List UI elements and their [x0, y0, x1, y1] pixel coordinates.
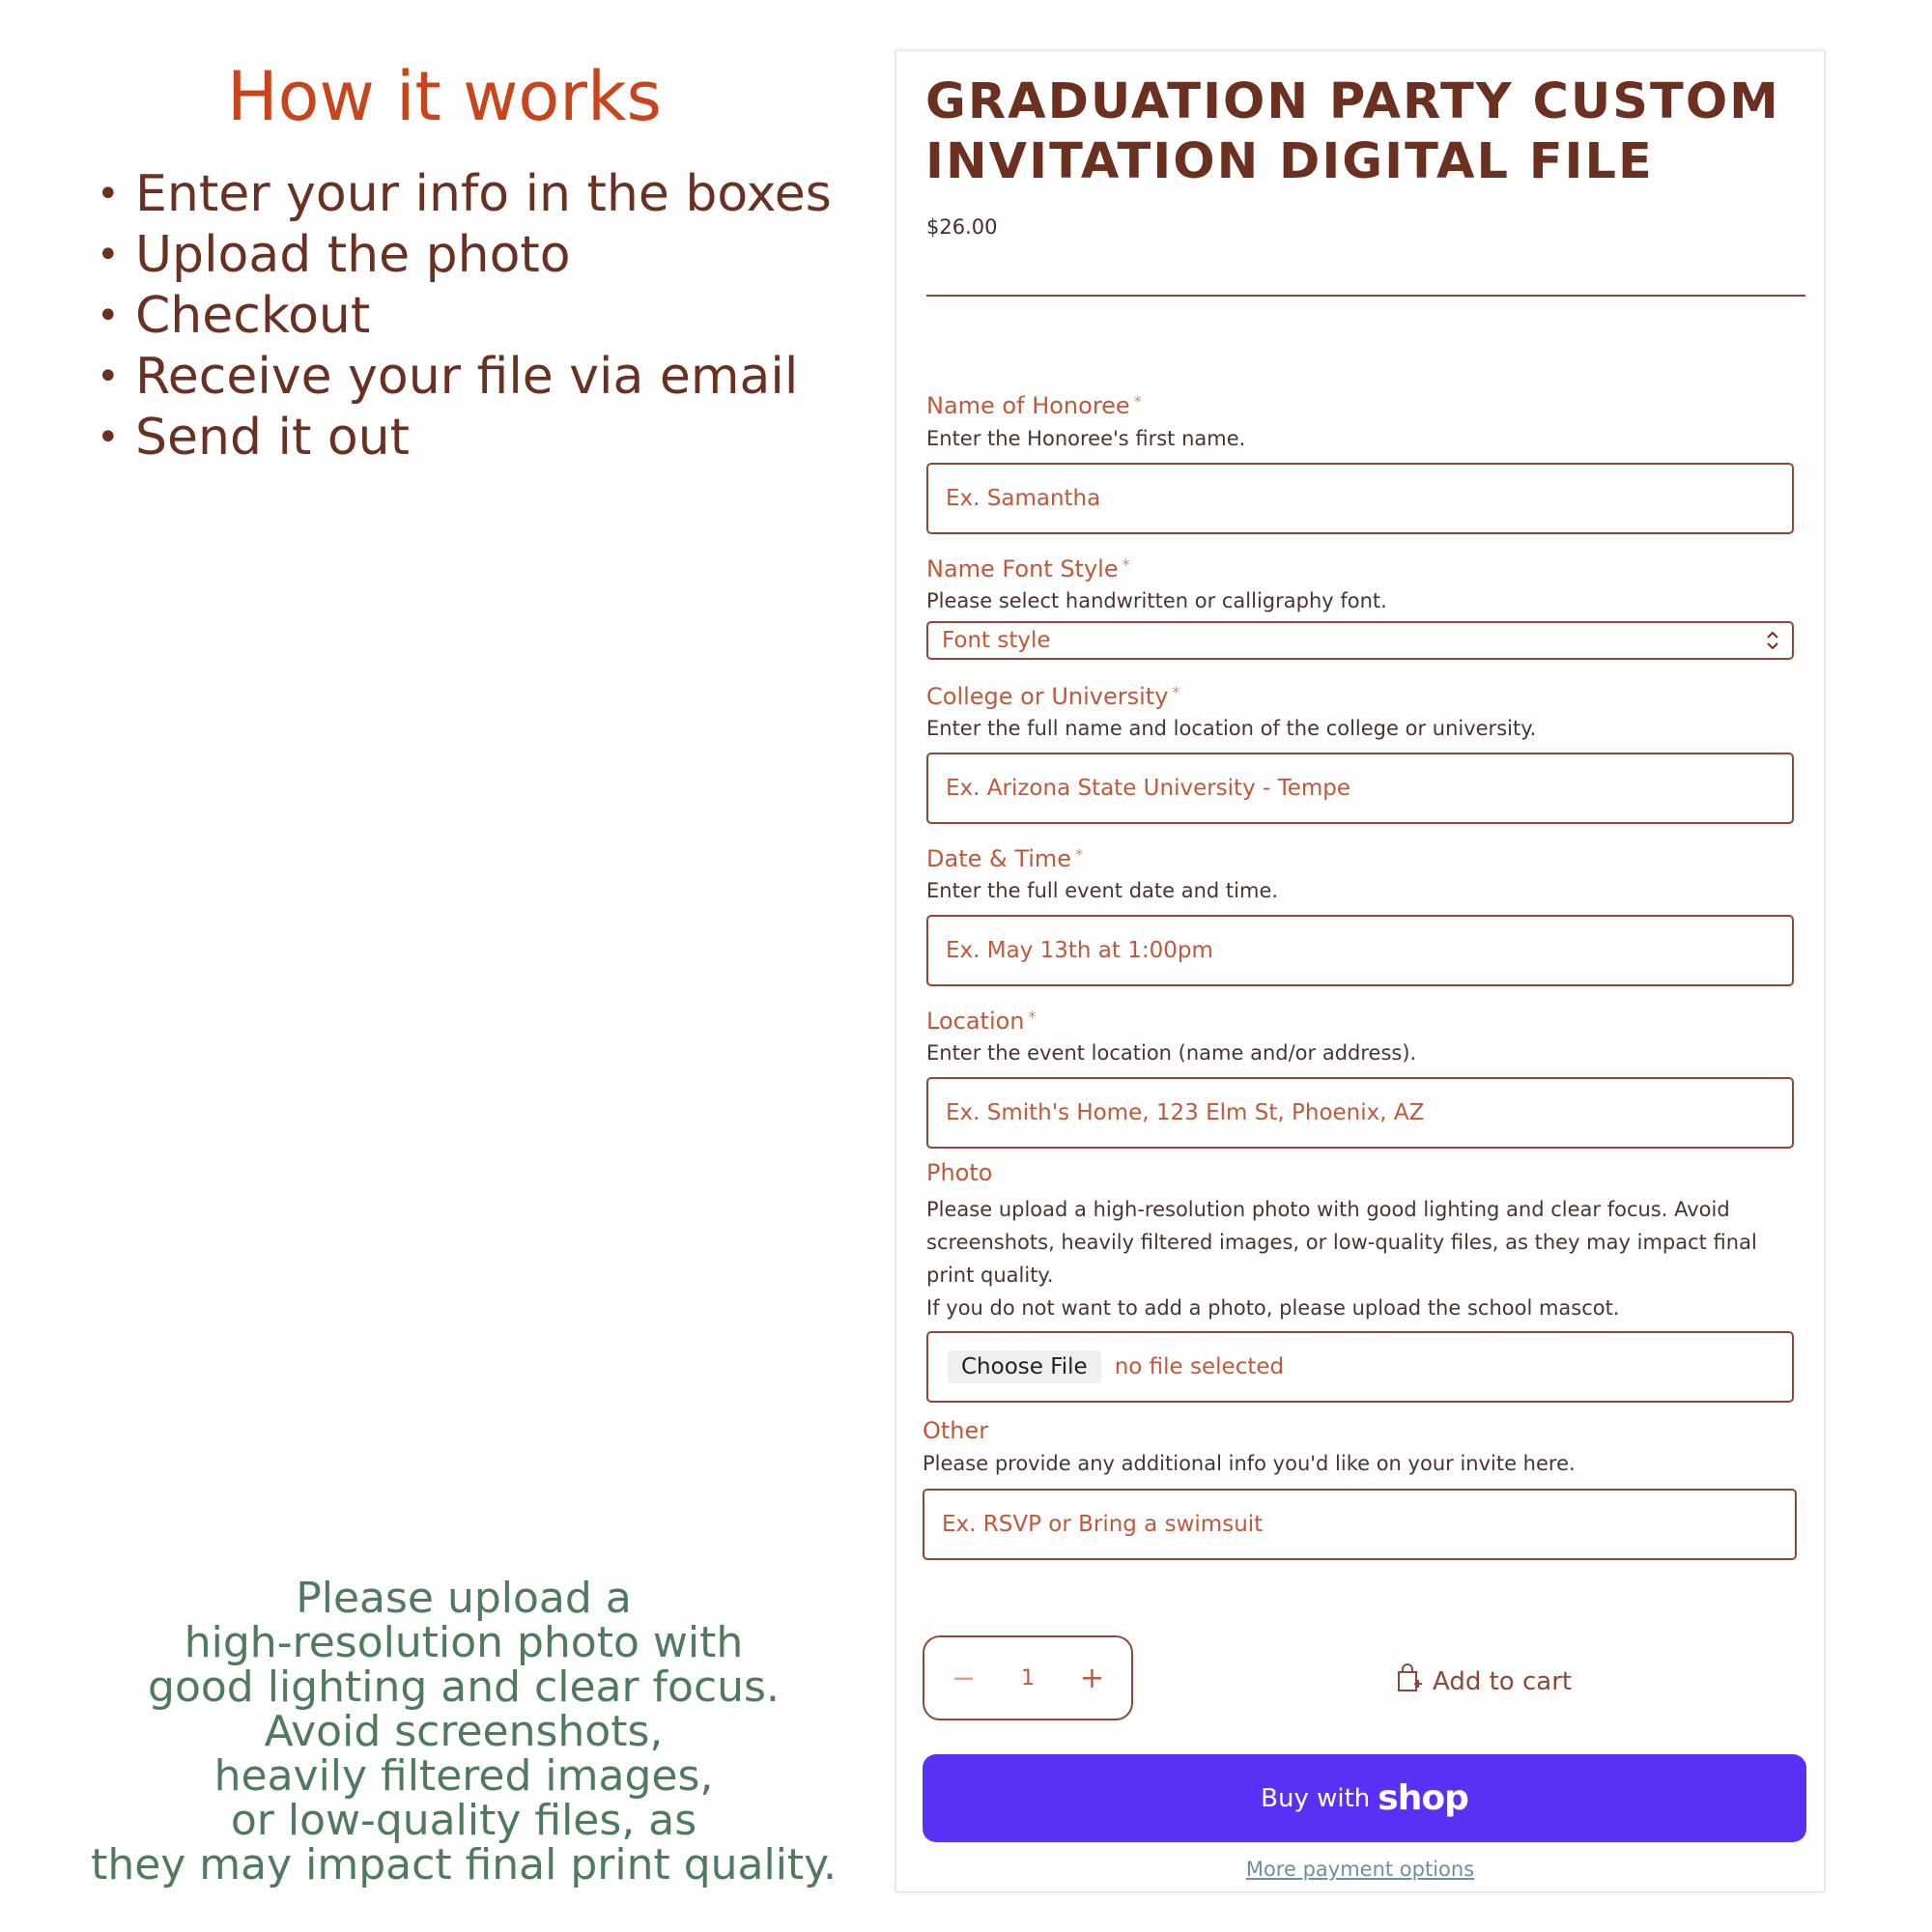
- photo-label: Photo: [926, 1159, 993, 1186]
- divider: [926, 295, 1805, 297]
- bullet-icon: •: [97, 415, 120, 460]
- honoree-help: Enter the Honoree's first name.: [926, 427, 1246, 450]
- step-item: [97, 225, 832, 286]
- more-payment-options-link[interactable]: More payment options: [1245, 1858, 1475, 1881]
- datetime-label: [926, 845, 1083, 872]
- step-item: [97, 408, 832, 469]
- step-text: Receive your file via email: [135, 348, 799, 406]
- font-style-label: [926, 555, 1130, 582]
- photo-upload-field: [926, 1331, 1794, 1403]
- honoree-field-box: [926, 463, 1794, 534]
- step-text: Enter your info in the boxes: [135, 165, 832, 223]
- college-label-text: College or University: [926, 683, 1169, 710]
- step-item: [97, 286, 832, 347]
- step-item: [97, 347, 832, 408]
- required-mark: *: [1133, 392, 1142, 411]
- buy-with-label: Buy with: [1261, 1783, 1371, 1813]
- required-mark: *: [1172, 683, 1180, 701]
- buy-with-shop-button[interactable]: [923, 1754, 1806, 1842]
- quantity-value[interactable]: 1: [1021, 1665, 1035, 1690]
- product-price: $26.00: [926, 215, 998, 239]
- bullet-icon: •: [97, 233, 120, 277]
- choose-file-button[interactable]: Choose File: [948, 1350, 1101, 1383]
- step-text: Checkout: [135, 287, 371, 345]
- datetime-help: Enter the full event date and time.: [926, 879, 1279, 902]
- location-label-text: Location: [926, 1008, 1025, 1035]
- college-input[interactable]: [928, 754, 1792, 822]
- font-style-label-text: Name Font Style: [926, 555, 1119, 582]
- college-field-box: [926, 753, 1794, 824]
- step-text: Upload the photo: [135, 226, 571, 284]
- datetime-label-text: Date & Time: [926, 845, 1072, 872]
- photo-help-text: Please upload a high-resolution photo with good lighting and clear focus. Avoid screenshots, heavily filtered images, or low-quality files, as they may impact final print quality.: [926, 1198, 1757, 1287]
- honoree-label: [926, 392, 1142, 419]
- photo-help-mascot: If you do not want to add a photo, please upload the school mascot.: [926, 1296, 1620, 1320]
- other-label: Other: [923, 1417, 989, 1444]
- required-mark: *: [1028, 1008, 1037, 1026]
- steps-list: [97, 164, 832, 469]
- college-help: Enter the full name and location of the college or university.: [926, 717, 1537, 740]
- quantity-increase-button[interactable]: +: [1079, 1661, 1104, 1695]
- chevron-up-down-icon: [1765, 629, 1780, 652]
- bullet-icon: •: [97, 172, 120, 216]
- location-label: [926, 1008, 1037, 1035]
- photo-help: [926, 1193, 1786, 1324]
- required-mark: *: [1075, 845, 1084, 864]
- step-item: [97, 164, 832, 225]
- how-it-works-title: How it works: [227, 57, 662, 136]
- datetime-field-box: [926, 915, 1794, 986]
- font-style-selected: Font style: [942, 628, 1051, 653]
- font-style-select[interactable]: [926, 621, 1794, 660]
- step-text: Send it out: [135, 409, 411, 467]
- upload-note: Please upload a high-resolution photo with good lighting and clear focus. Avoid screenshots, heavily filtered images, or low-quality files, as they may impact final print quality.: [91, 1574, 837, 1889]
- honoree-label-text: Name of Honoree: [926, 392, 1130, 419]
- required-mark: *: [1122, 555, 1130, 574]
- add-to-cart-button[interactable]: [1394, 1662, 1572, 1700]
- other-field-box: [923, 1489, 1797, 1560]
- other-help: Please provide any additional info you'd like on your invite here.: [923, 1452, 1576, 1475]
- file-status: no file selected: [1114, 1354, 1285, 1379]
- bullet-icon: •: [97, 294, 120, 338]
- product-card: [895, 50, 1825, 1892]
- bullet-icon: •: [97, 355, 120, 399]
- shop-logo: shop: [1378, 1778, 1468, 1818]
- honoree-input[interactable]: [928, 465, 1792, 532]
- product-title: GRADUATION PARTY CUSTOM INVITATION DIGITAL FILE: [925, 73, 1780, 190]
- cart-add-icon: [1394, 1662, 1433, 1700]
- other-input[interactable]: [924, 1491, 1795, 1558]
- quantity-decrease-button[interactable]: −: [952, 1661, 977, 1695]
- add-to-cart-label: Add to cart: [1433, 1666, 1573, 1696]
- quantity-stepper: [923, 1635, 1133, 1720]
- college-label: [926, 683, 1179, 710]
- font-style-help: Please select handwritten or calligraphy font.: [926, 589, 1387, 612]
- location-help: Enter the event location (name and/or address).: [926, 1041, 1417, 1065]
- location-field-box: [926, 1077, 1794, 1149]
- datetime-input[interactable]: [928, 917, 1792, 984]
- location-input[interactable]: [928, 1079, 1792, 1147]
